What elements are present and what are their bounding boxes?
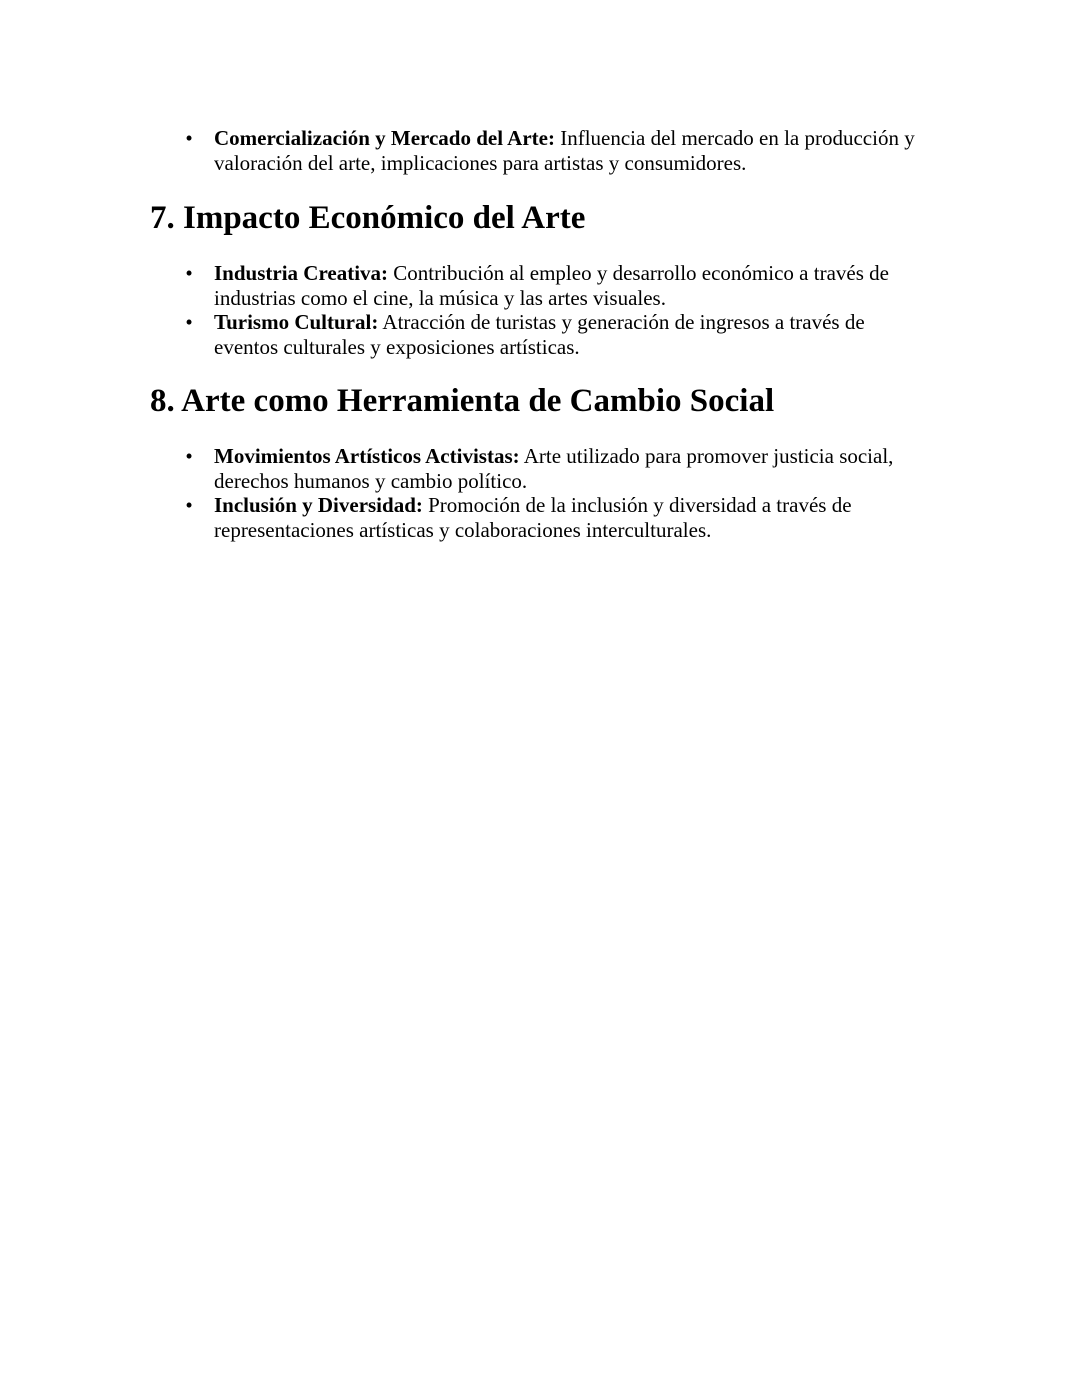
bullet-icon: • (185, 261, 193, 285)
list-item-text: Contribución al empleo y desarrollo económico a través de industrias como el cine, la música y las artes visuales. (214, 261, 889, 310)
bullet-icon: • (185, 126, 193, 150)
section-heading-economic-impact: 7. Impacto Económico del Arte (150, 200, 586, 236)
bullet-icon: • (185, 493, 193, 517)
list-item-text: Promoción de la inclusión y diversidad a través de representaciones artísticas y colaboraciones interculturales. (214, 493, 852, 542)
list-item-term: Turismo Cultural: (214, 310, 379, 334)
list-item-text: Influencia del mercado en la producción y valoración del arte, implicaciones para artistas y consumidores. (214, 126, 915, 175)
bullet-icon: • (185, 310, 193, 334)
section-heading-social-change: 8. Arte como Herramienta de Cambio Social (150, 383, 775, 419)
list-item (185, 126, 934, 175)
list-item-term: Inclusión y Diversidad: (214, 493, 423, 517)
list-item-text: Atracción de turistas y generación de ingresos a través de eventos culturales y exposiciones artísticas. (214, 310, 865, 359)
intro-bullet-list (185, 126, 934, 175)
social-change-bullet-list (185, 444, 934, 542)
list-item-text: Arte utilizado para promover justicia social, derechos humanos y cambio político. (214, 444, 894, 493)
list-item-term: Industria Creativa: (214, 261, 389, 285)
economic-impact-bullet-list (185, 261, 934, 359)
list-item (185, 310, 934, 359)
list-item-term: Comercialización y Mercado del Arte: (214, 126, 555, 150)
list-item-term: Movimientos Artísticos Activistas: (214, 444, 520, 468)
bullet-icon: • (185, 444, 193, 468)
list-item (185, 261, 934, 310)
list-item (185, 444, 934, 493)
list-item (185, 493, 934, 542)
